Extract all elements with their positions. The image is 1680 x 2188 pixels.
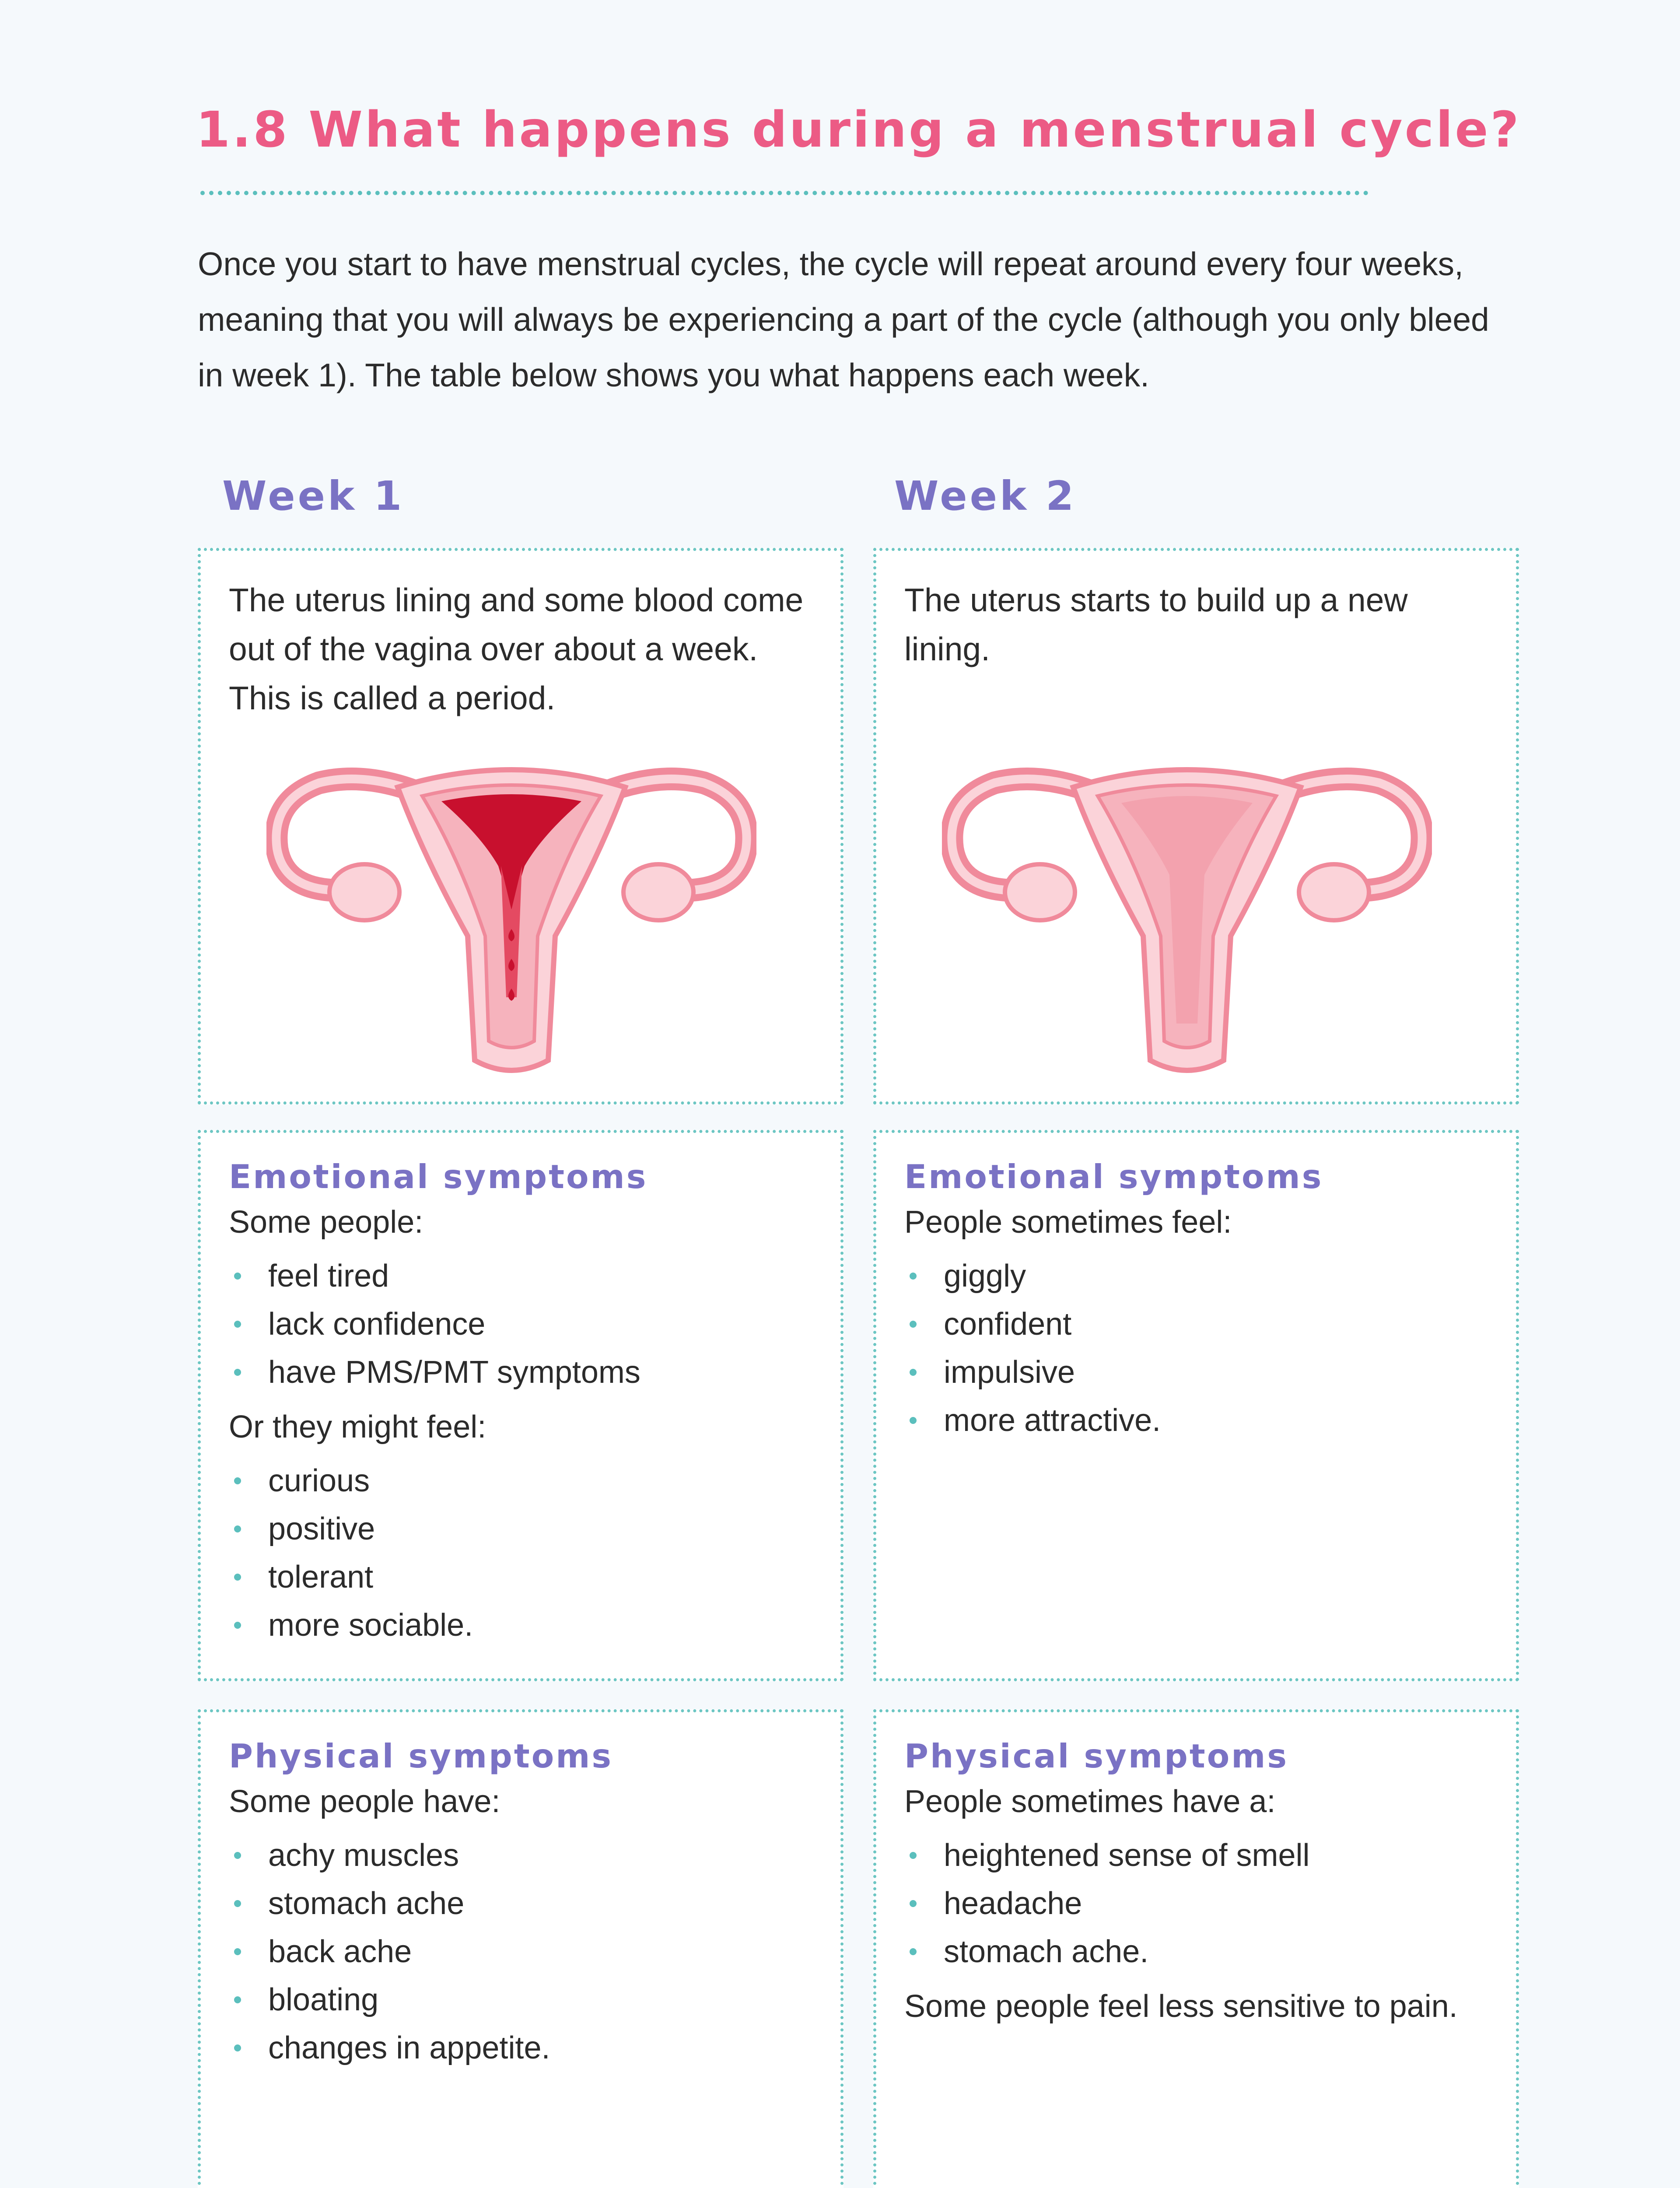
list-item: heightened sense of smell <box>944 1831 1494 1879</box>
list-item: tolerant <box>268 1553 819 1601</box>
title-underline <box>200 191 1368 195</box>
list-item: back ache <box>268 1928 819 1976</box>
week-1-physical-list <box>229 1831 819 2072</box>
week-2-physical-heading: Physical symptoms <box>904 1737 1289 1775</box>
list-item: lack confidence <box>268 1300 819 1348</box>
list-item: stomach ache. <box>944 1928 1494 1976</box>
list-item: impulsive <box>944 1348 1494 1396</box>
week-2-emotional-lead: People sometimes feel: <box>904 1205 1232 1240</box>
week-2-physical-list <box>904 1831 1494 1976</box>
week-2-emotional-heading: Emotional symptoms <box>904 1157 1323 1196</box>
week-2-emotional-list <box>904 1252 1494 1445</box>
list-item: feel tired <box>268 1252 819 1300</box>
list-item: more sociable. <box>268 1601 819 1649</box>
week-2-description: The uterus starts to build up a new lining. <box>904 582 1408 667</box>
week-2-emotional-box <box>873 1130 1519 1681</box>
page-title: 1.8 What happens during a menstrual cycle? <box>196 102 1521 158</box>
list-item: more attractive. <box>944 1396 1494 1445</box>
list-item: headache <box>944 1879 1494 1928</box>
intro-paragraph: Once you start to have menstrual cycles, the cycle will repeat around every four weeks, meaning that you will always be experiencing a part of the cycle (although you only bleed in week 1). The table below shows you what happens each week. <box>198 245 1489 393</box>
list-item: giggly <box>944 1252 1494 1300</box>
list-item: curious <box>268 1457 819 1505</box>
week-1-emotional-list-2 <box>229 1457 819 1649</box>
week-1-emotional-list <box>229 1252 819 1396</box>
list-item: have PMS/PMT symptoms <box>268 1348 819 1396</box>
week-1-emotional-lead: Some people: <box>229 1205 424 1240</box>
week-1-description-box <box>198 548 844 1105</box>
week-1-physical-heading: Physical symptoms <box>229 1737 613 1775</box>
week-1-emotional-box <box>198 1130 844 1681</box>
week-2-heading: Week 2 <box>894 473 1077 519</box>
list-item: achy muscles <box>268 1831 819 1879</box>
week-2-description-box <box>873 548 1519 1105</box>
week-1-physical-lead: Some people have: <box>229 1784 500 1819</box>
week-1-emotional-lead-2: Or they might feel: <box>229 1410 486 1445</box>
week-2-physical-box <box>873 1709 1519 2188</box>
list-item: changes in appetite. <box>268 2024 819 2072</box>
week-2-physical-lead: People sometimes have a: <box>904 1784 1276 1819</box>
week-2-physical-note: Some people feel less sensitive to pain. <box>904 1989 1458 2024</box>
list-item: bloating <box>268 1976 819 2024</box>
list-item: confident <box>944 1300 1494 1348</box>
week-1-physical-box <box>198 1709 844 2188</box>
week-1-emotional-heading: Emotional symptoms <box>229 1157 648 1196</box>
week-1-heading: Week 1 <box>222 473 405 519</box>
uterus-period-icon <box>266 735 756 1076</box>
list-item: stomach ache <box>268 1879 819 1928</box>
list-item: positive <box>268 1505 819 1553</box>
uterus-lining-icon <box>942 735 1432 1076</box>
week-1-description: The uterus lining and some blood come out of the vagina over about a week. This is called a period. <box>229 582 804 716</box>
